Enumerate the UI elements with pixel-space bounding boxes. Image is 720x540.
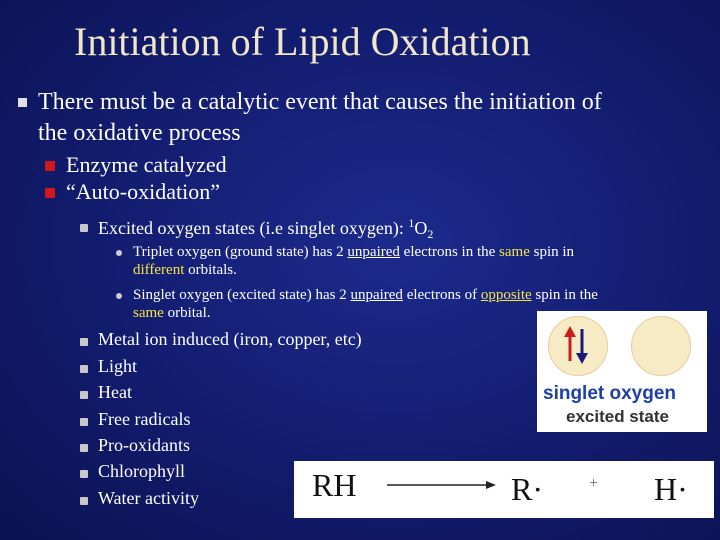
- bullet-gray-icon: [80, 497, 88, 505]
- cause-light: Light: [98, 356, 137, 376]
- sub-point-auto-oxidation: “Auto-oxidation”: [66, 179, 220, 204]
- bullet-dot-icon: [116, 250, 122, 256]
- cause-metal-ion: Metal ion induced (iron, copper, etc): [98, 329, 362, 349]
- main-point-line2: the oxidative process: [38, 120, 241, 146]
- cause-chlorophyll: Chlorophyll: [98, 461, 186, 481]
- product-radical-h: H·: [654, 471, 688, 507]
- bullet-dot-icon: [116, 293, 122, 299]
- bullet-gray-icon: [80, 391, 88, 399]
- product-radical-r: R·: [511, 471, 543, 507]
- bullet-gray-icon: [80, 444, 88, 452]
- cause-free-radicals: Free radicals: [98, 409, 191, 429]
- main-point-line1: There must be a catalytic event that causes the initiation of: [38, 89, 602, 115]
- singlet-oxygen-line2: same orbital.: [133, 305, 211, 321]
- bullet-gray-icon: [80, 224, 88, 232]
- bullet-red-icon: [45, 161, 55, 171]
- excited-states-item: Excited oxygen states (i.e singlet oxygen): $^1O_2$: [98, 216, 434, 241]
- opposite-spin-arrows-icon: [537, 311, 707, 381]
- reaction-equation: [294, 461, 714, 518]
- cause-pro-oxidants: Pro-oxidants: [98, 435, 190, 455]
- triplet-oxygen-line1: Triplet oxygen (ground state) has 2 unpaired electrons in the same spin in: [133, 244, 575, 260]
- triplet-oxygen-line2: different orbitals.: [133, 262, 237, 278]
- cause-heat: Heat: [98, 382, 132, 402]
- bullet-gray-icon: [80, 338, 88, 346]
- reactant-rh: RH: [312, 467, 357, 503]
- cause-water-activity: Water activity: [98, 488, 200, 508]
- bullet-square-icon: [18, 98, 27, 107]
- plus-sign: +: [589, 475, 599, 492]
- bullet-gray-icon: [80, 418, 88, 426]
- bullet-gray-icon: [80, 365, 88, 373]
- reaction-arrow-icon: [294, 461, 714, 518]
- slide-title: Initiation of Lipid Oxidation: [74, 19, 531, 64]
- sub-point-enzyme: Enzyme catalyzed: [66, 152, 227, 177]
- bullet-gray-icon: [80, 470, 88, 478]
- singlet-oxygen-figure: singlet oxygen excited state: [537, 311, 707, 432]
- bullet-red-icon: [45, 188, 55, 198]
- singlet-oxygen-line1: Singlet oxygen (excited state) has 2 unpaired electrons of opposite spin in the: [133, 287, 598, 303]
